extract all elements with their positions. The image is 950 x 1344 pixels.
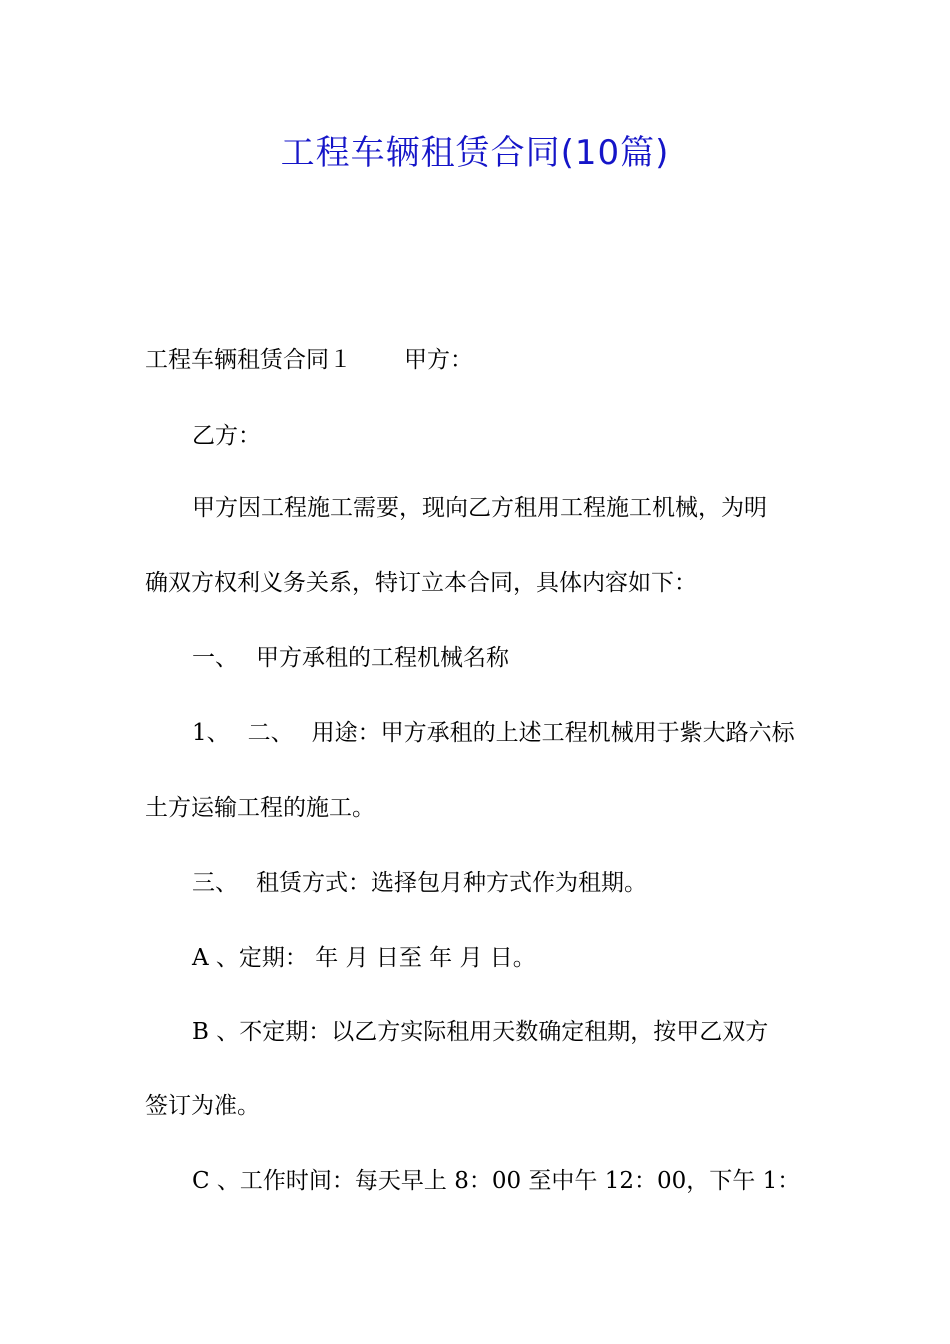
party-b-label: 乙方： — [192, 423, 261, 449]
section-text: 用途：甲方承租的上述工程机械用于紫大路六标 — [311, 720, 795, 746]
paragraph-line: 甲方因工程施工需要，现向乙方租用工程施工机械，为明 — [192, 495, 767, 521]
party-a-label: 甲方： — [404, 347, 473, 373]
item-number: 1、 — [192, 720, 230, 746]
section-text: 租赁方式：选择包月种方式作为租期。 — [256, 870, 647, 896]
section-heading — [192, 642, 509, 674]
section-heading — [192, 867, 647, 899]
paragraph-line: 确双方权利义务关系，特订立本合同，具体内容如下： — [145, 570, 697, 596]
contract-number-label: 工程车辆租赁合同１ — [145, 347, 352, 373]
section-number: 三、 — [192, 870, 238, 896]
list-item: A 、定期： 年 月 日至 年 月 日。 — [192, 945, 536, 971]
list-item: B 、不定期：以乙方实际租用天数确定租期，按甲乙双方 — [192, 1019, 769, 1045]
paragraph-line: 土方运输工程的施工。 — [145, 795, 375, 821]
contract-heading-line — [145, 344, 473, 376]
section-number: 一、 — [192, 645, 238, 671]
document-title: 工程车辆租赁合同(10篇) — [280, 133, 670, 173]
list-item: C 、工作时间：每天早上 8：00 至中午 12：00，下午 1： — [192, 1168, 801, 1194]
section-text: 甲方承租的工程机械名称 — [256, 645, 509, 671]
paragraph-line: 签订为准。 — [145, 1093, 260, 1119]
section-number: 二、 — [247, 720, 294, 746]
section-heading — [192, 717, 795, 749]
